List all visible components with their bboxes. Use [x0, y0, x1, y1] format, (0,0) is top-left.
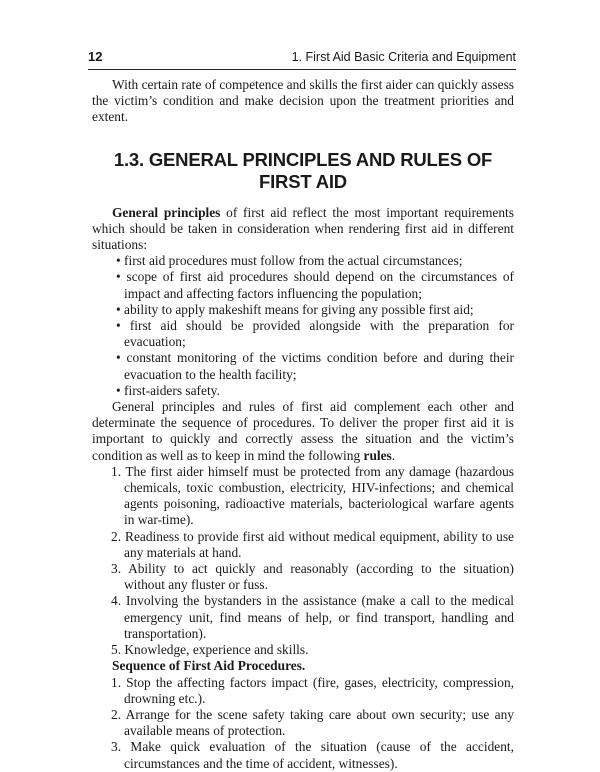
principles-lead-text: of first aid reflect the most important requirements which should be taken in consideration when rendering first aid in different situations:: [92, 204, 514, 253]
list-item: • constant monitoring of the victims condition before and during their evacuation to the health facility;: [116, 350, 514, 382]
list-item: • first aid procedures must follow from the actual circumstances;: [116, 253, 463, 269]
page-header: [88, 49, 516, 64]
page-number: 12: [88, 49, 103, 64]
rules-list: [92, 464, 514, 658]
list-item: 1. Stop the affecting factors impact (fire, gases, electricity, compression, drowning etc.).: [111, 674, 514, 706]
intro-paragraph: With certain rate of competence and skills the first aider can quickly assess the victim’s condition and make decision upon the treatment priorities and extent.: [92, 77, 514, 125]
list-item: 5. Knowledge, experience and skills.: [111, 642, 309, 658]
principles-lead-bold: General principles: [112, 204, 221, 220]
rules-paragraph: [92, 399, 514, 464]
list-item: • scope of first aid procedures should depend on the circumstances of impact and affecting factors influencing the population;: [116, 269, 514, 301]
rules-lead-end: .: [391, 447, 396, 463]
header-rule: [88, 69, 516, 70]
section-title: 1.3. GENERAL PRINCIPLES AND RULES OF FIRST AID: [113, 148, 493, 192]
list-item: 3. Make quick evaluation of the situation (cause of the accident, circumstances and the time of accident, witnesses).: [111, 739, 514, 771]
page-body: [92, 77, 514, 772]
running-title: 1. First Aid Basic Criteria and Equipment: [291, 50, 516, 64]
list-item: 4. Involving the bystanders in the assistance (make a call to the medical emergency unit, find means of help, or find transport, handling and transportation).: [111, 593, 514, 641]
list-item: 2. Readiness to provide first aid without medical equipment, ability to use any materials at hand.: [111, 528, 514, 560]
principles-list: [92, 253, 514, 399]
list-item: • ability to apply makeshift means for giving any possible first aid;: [116, 301, 474, 317]
principles-paragraph: [92, 205, 514, 254]
list-item: • first aid should be provided alongside with the preparation for evacuation;: [116, 318, 514, 350]
rules-lead-text: General principles and rules of first aid complement each other and determinate the sequence of procedures. To deliver the proper first aid it is important to quickly and correctly assess the situation and the victim’s condition as well as to keep in mind the following: [92, 399, 514, 463]
sequence-list: [92, 675, 514, 772]
list-item: 1. The first aider himself must be protected from any damage (hazardous chemicals, toxic combustion, electricity, HIV-infections; and chemical agents poisoning, radioactive materials, bacteriological warfare agents in war-time).: [111, 463, 514, 528]
rules-lead-bold: rules: [363, 447, 392, 463]
list-item: 2. Arrange for the scene safety taking care about own security; use any available means of protection.: [111, 706, 514, 739]
list-item: • first-aiders safety.: [116, 382, 220, 398]
list-item: 3. Ability to act quickly and reasonably (according to the situation) without any fluster or fuss.: [111, 561, 514, 593]
sequence-title: Sequence of First Aid Procedures.: [112, 658, 306, 674]
